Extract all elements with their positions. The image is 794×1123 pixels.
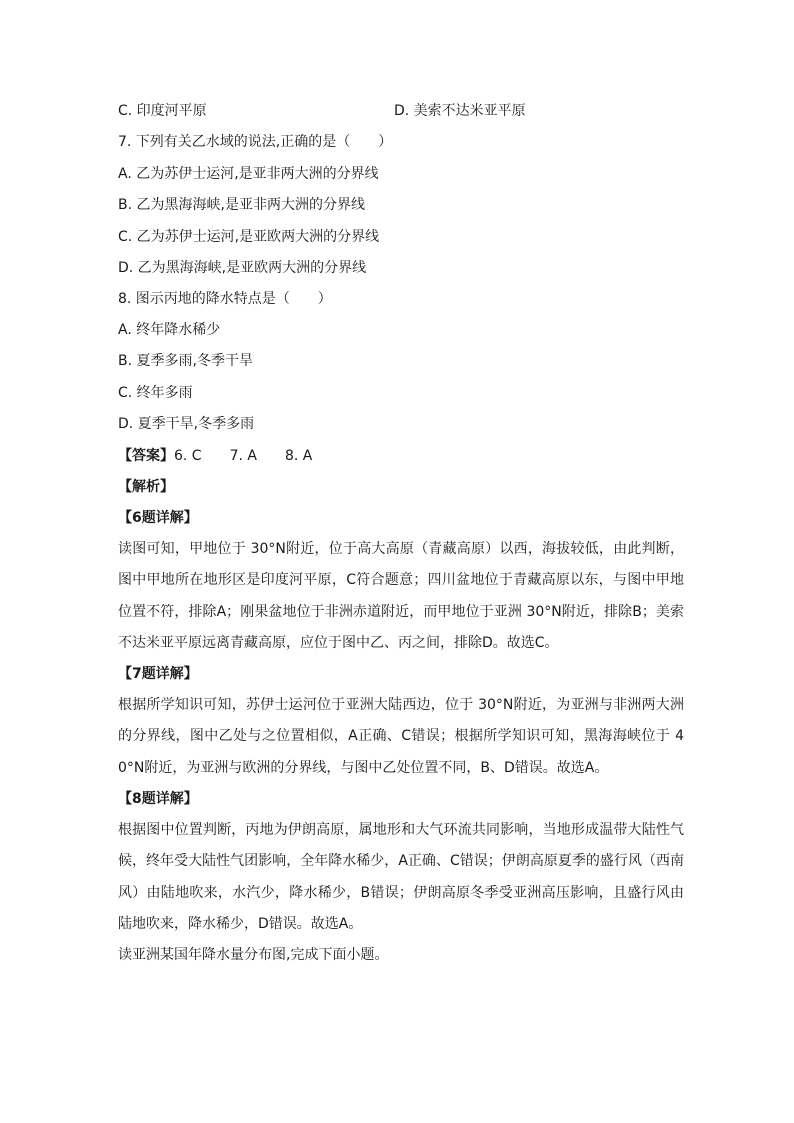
q6-option-c: C. 印度河平原 (118, 103, 207, 119)
detail7-heading: 【7题详解】 (118, 666, 198, 682)
q7-option-a: A. 乙为苏伊士运河,是亚非两大洲的分界线 (118, 166, 379, 182)
detail8-text: 根据图中位置判断，丙地为伊朗高原，属地形和大气环流共同影响，当地形成温带大陆性气候，终年受大陆性气团影响，全年降水稀少，A正确、C错误；伊朗高原夏季的盛行风（西南风）由陆地吹来，水汽少，降水稀少，B错误；伊朗高原冬季受亚洲高压影响，且盛行风由陆地吹来，降水稀少，D错误。故选A。 (118, 822, 684, 932)
q8-stem: 8. 图示丙地的降水特点是（ ） (118, 291, 332, 307)
analysis-label: 【解析】 (118, 479, 174, 495)
q6-option-d: D. 美索不达米亚平原 (394, 103, 526, 119)
detail7-text: 根据所学知识可知，苏伊士运河位于亚洲大陆西边，位于 30°N附近，为亚洲与非洲两大洲的分界线，图中乙处与之位置相似，A正确、C错误；根据所学知识可知，黑海海峡位于 40°N附近，为亚洲与欧洲的分界线，与图中乙处位置不同，B、D错误。故选A。 (118, 697, 684, 776)
answer-line (118, 446, 312, 466)
q8-option-b: B. 夏季多雨,冬季干旱 (118, 353, 253, 369)
answer-label: 【答案】 (118, 448, 174, 464)
detail8-heading: 【8题详解】 (118, 791, 198, 807)
detail6-heading: 【6题详解】 (118, 510, 198, 526)
q7-option-b: B. 乙为黑海海峡,是亚非两大洲的分界线 (118, 197, 365, 213)
next-question-intro: 读亚洲某国年降水量分布图,完成下面小题。 (118, 947, 389, 963)
detail6-text: 读图可知，甲地位于 30°N附近，位于高大高原（青藏高原）以西，海拔较低，由此判断，图中甲地所在地形区是印度河平原，C符合题意；四川盆地位于青藏高原以东，与图中甲地位置不符，排除A；刚果盆地位于非洲赤道附近，而甲地位于亚洲 30°N附近，排除B；美索不达米亚平原远离青藏高原，应位于图中乙、丙之间，排除D。故选C。 (118, 541, 684, 651)
q8-option-a: A. 终年降水稀少 (118, 322, 221, 338)
q7-option-d: D. 乙为黑海海峡,是亚欧两大洲的分界线 (118, 260, 367, 276)
q8-option-c: C. 终年多雨 (118, 385, 193, 401)
answer-text: 6. C 7. A 8. A (174, 448, 313, 464)
q7-stem: 7. 下列有关乙水域的说法,正确的是（ ） (118, 134, 393, 150)
q7-option-c: C. 乙为苏伊士运河,是亚欧两大洲的分界线 (118, 229, 380, 245)
q8-option-d: D. 夏季干旱,冬季多雨 (118, 416, 255, 432)
